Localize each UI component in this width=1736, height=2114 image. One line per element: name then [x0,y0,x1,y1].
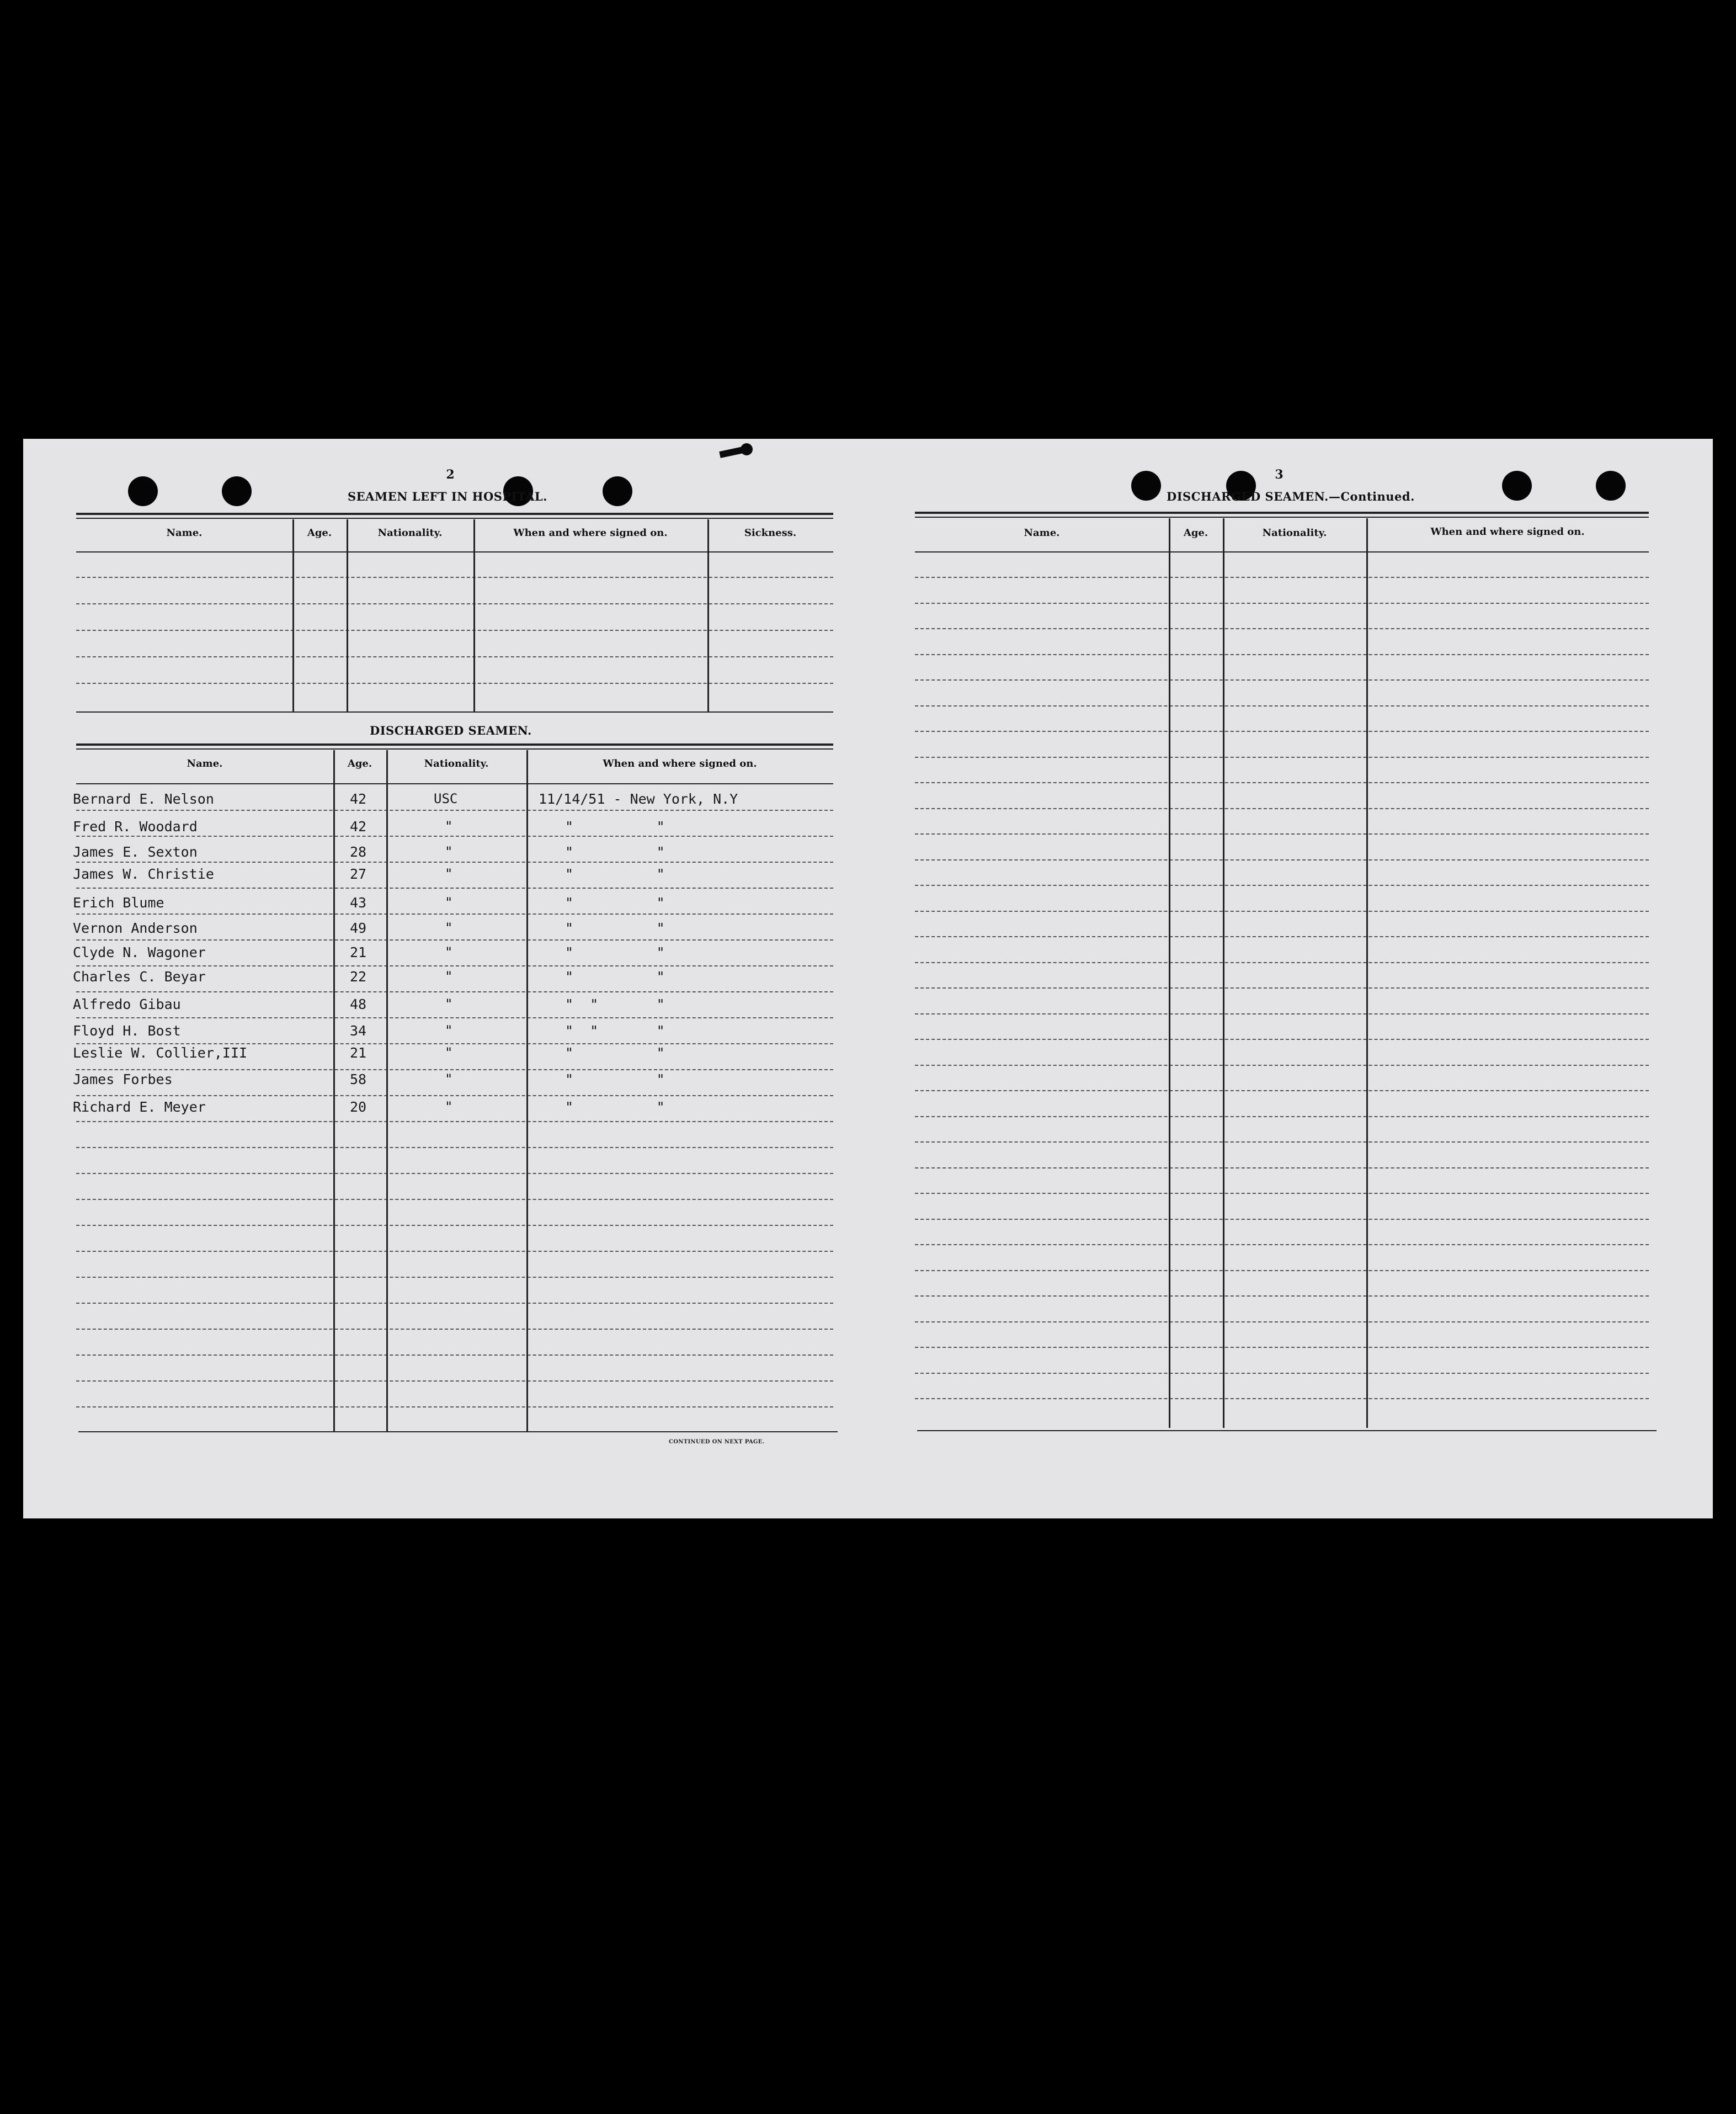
ruled-line [76,1355,833,1356]
seaman-age: 27 [350,866,367,882]
seaman-signed-on: " " [565,844,665,860]
hospital-divider [347,519,348,711]
hospital-col-signed-on: When and where signed on. [513,527,668,539]
ruled-line [915,1270,1649,1271]
seaman-age: 34 [350,1023,367,1039]
ruled-line [76,913,833,915]
right-col-age: Age. [1183,527,1208,539]
continued-note: CONTINUED ON NEXT PAGE. [669,1439,765,1445]
hospital-divider [473,519,475,711]
seaman-signed-on: " " [565,969,665,985]
ruled-line [915,1373,1649,1374]
seaman-age: 42 [350,791,367,807]
ruled-line [76,1277,833,1278]
ruled-line [76,577,833,578]
right-top-rule [915,512,1649,514]
ink-speck [741,443,753,455]
ruled-line [76,1199,833,1200]
seaman-nationality: " [445,1023,453,1038]
right-col-signed-on: When and where signed on. [1430,526,1585,538]
seaman-name: James W. Christie [73,866,214,882]
ruled-line [915,603,1649,604]
discharged-divider [386,750,388,1431]
ruled-line [915,808,1649,809]
discharged-top-rule-thin [76,748,833,750]
ruled-line [76,1225,833,1226]
seaman-nationality: " [445,944,453,960]
seaman-name: Fred R. Woodard [73,819,198,835]
ruled-line [76,1017,833,1018]
ruled-line [76,1329,833,1330]
ruled-line [915,936,1649,937]
ruled-line [915,782,1649,783]
right-divider [1223,518,1224,1428]
ruled-line [76,965,833,966]
ruled-line [915,1398,1649,1399]
hospital-section-title: SEAMEN LEFT IN HOSPITAL. [348,490,547,503]
right-divider [1366,518,1368,1428]
ruled-line [915,654,1649,655]
punch-hole [128,476,158,506]
seaman-signed-on: " " [565,920,665,936]
ruled-line [915,1219,1649,1220]
hospital-bottom-rule [76,711,833,713]
ruled-line [915,628,1649,629]
discharged-section-title: DISCHARGED SEAMEN. [370,724,532,737]
seaman-nationality: " [445,920,453,936]
right-top-rule-thin [915,517,1649,518]
ruled-line [76,1380,833,1382]
ruled-line [915,1116,1649,1117]
seaman-signed-on: " " [565,895,665,911]
seaman-name: Erich Blume [73,895,164,911]
seaman-age: 58 [350,1071,367,1087]
right-bottom-rule [917,1430,1657,1431]
seaman-age: 49 [350,920,367,936]
seaman-age: 21 [350,1045,367,1061]
ruled-line [915,1347,1649,1348]
ruled-line [915,1193,1649,1194]
seaman-nationality: " [445,1099,453,1114]
ruled-line [915,1065,1649,1066]
discharged-divider [333,750,335,1431]
seaman-nationality: " [445,969,453,984]
right-header-rule [915,551,1649,553]
seaman-signed-on: " " [565,1045,665,1061]
ruled-line [76,1121,833,1122]
ruled-line [915,987,1649,989]
seaman-age: 28 [350,844,367,860]
hospital-col-sickness: Sickness. [744,527,797,539]
page-number-left: 2 [446,468,455,482]
ruled-line [915,757,1649,758]
punch-hole [1502,471,1532,501]
ruled-line [76,1251,833,1252]
ruled-line [915,1013,1649,1014]
ruled-line [915,731,1649,732]
document-sheet [23,439,1713,1518]
seaman-age: 21 [350,944,367,960]
ruled-line [76,1406,833,1407]
ruled-line [76,1043,833,1044]
ruled-line [76,836,833,837]
ruled-line [76,656,833,657]
punch-hole [1596,471,1626,501]
hospital-divider [707,519,709,711]
ruled-line [76,810,833,811]
hospital-divider [292,519,294,711]
ruled-line [915,577,1649,578]
ruled-line [915,679,1649,681]
seaman-signed-on: " " [565,1099,665,1115]
right-section-title: DISCHARGED SEAMEN.—Continued. [1167,490,1415,503]
ruled-line [76,862,833,863]
ruled-line [915,1295,1649,1297]
discharged-header-rule [76,783,833,784]
seaman-name: Leslie W. Collier,III [73,1045,248,1061]
discharged-col-name: Name. [187,758,223,769]
hospital-header-rule [76,551,833,553]
discharged-col-age: Age. [347,758,372,769]
punch-hole [1131,471,1161,501]
seaman-name: James Forbes [73,1071,173,1087]
ruled-line [915,1039,1649,1040]
seaman-name: James E. Sexton [73,844,198,860]
seaman-name: Clyde N. Wagoner [73,944,206,960]
ruled-line [915,1090,1649,1091]
discharged-divider [526,750,528,1431]
ruled-line [76,1303,833,1304]
discharged-top-rule [76,743,833,746]
seaman-age: 22 [350,969,367,985]
page-number-right: 3 [1275,468,1284,482]
ruled-line [76,1147,833,1148]
seaman-signed-on: 11/14/51 - New York, N.Y [539,791,738,807]
ruled-line [915,911,1649,912]
ruled-line [915,962,1649,963]
seaman-nationality: " [445,819,453,834]
discharged-col-signed-on: When and where signed on. [603,758,757,769]
seaman-age: 20 [350,1099,367,1115]
seaman-signed-on: " " [565,819,665,835]
right-col-name: Name. [1024,527,1060,539]
ruled-line [915,705,1649,707]
ruled-line [76,630,833,631]
seaman-nationality: " [445,866,453,881]
ruled-line [915,885,1649,886]
ruled-line [76,939,833,941]
seaman-nationality: " [445,1071,453,1087]
seaman-name: Alfredo Gibau [73,996,181,1012]
ruled-line [915,859,1649,861]
seaman-age: 43 [350,895,367,911]
seaman-signed-on: " " [565,1071,665,1087]
right-divider [1169,518,1170,1428]
ruled-line [76,1095,833,1096]
seaman-nationality: USC [434,791,458,806]
ruled-line [76,1069,833,1070]
seaman-signed-on: " " " [565,996,665,1012]
ruled-line [915,1244,1649,1245]
punch-hole [603,476,632,506]
seaman-name: Charles C. Beyar [73,969,206,985]
ruled-line [76,888,833,889]
right-col-nationality: Nationality. [1262,527,1327,539]
seaman-name: Floyd H. Bost [73,1023,181,1039]
seaman-signed-on: " " [565,866,665,882]
punch-hole [222,476,252,506]
ruled-line [915,1141,1649,1143]
hospital-col-age: Age. [307,527,332,539]
seaman-nationality: " [445,844,453,859]
hospital-top-rule [76,513,833,515]
ruled-line [76,991,833,992]
discharged-bottom-rule [78,1431,838,1432]
seaman-age: 48 [350,996,367,1012]
seaman-nationality: " [445,1045,453,1060]
seaman-name: Richard E. Meyer [73,1099,206,1115]
discharged-col-nationality: Nationality. [424,758,489,769]
seaman-name: Vernon Anderson [73,920,198,936]
hospital-top-rule-thin [76,518,833,519]
hospital-col-name: Name. [166,527,203,539]
seaman-signed-on: " " [565,944,665,960]
ruled-line [915,1321,1649,1322]
ruled-line [915,833,1649,835]
seaman-nationality: " [445,996,453,1012]
seaman-age: 42 [350,819,367,835]
ruled-line [76,1173,833,1174]
ruled-line [76,683,833,684]
hospital-col-nationality: Nationality. [377,527,443,539]
ruled-line [76,603,833,604]
seaman-signed-on: " " " [565,1023,665,1039]
ruled-line [915,1167,1649,1168]
seaman-name: Bernard E. Nelson [73,791,214,807]
seaman-nationality: " [445,895,453,910]
